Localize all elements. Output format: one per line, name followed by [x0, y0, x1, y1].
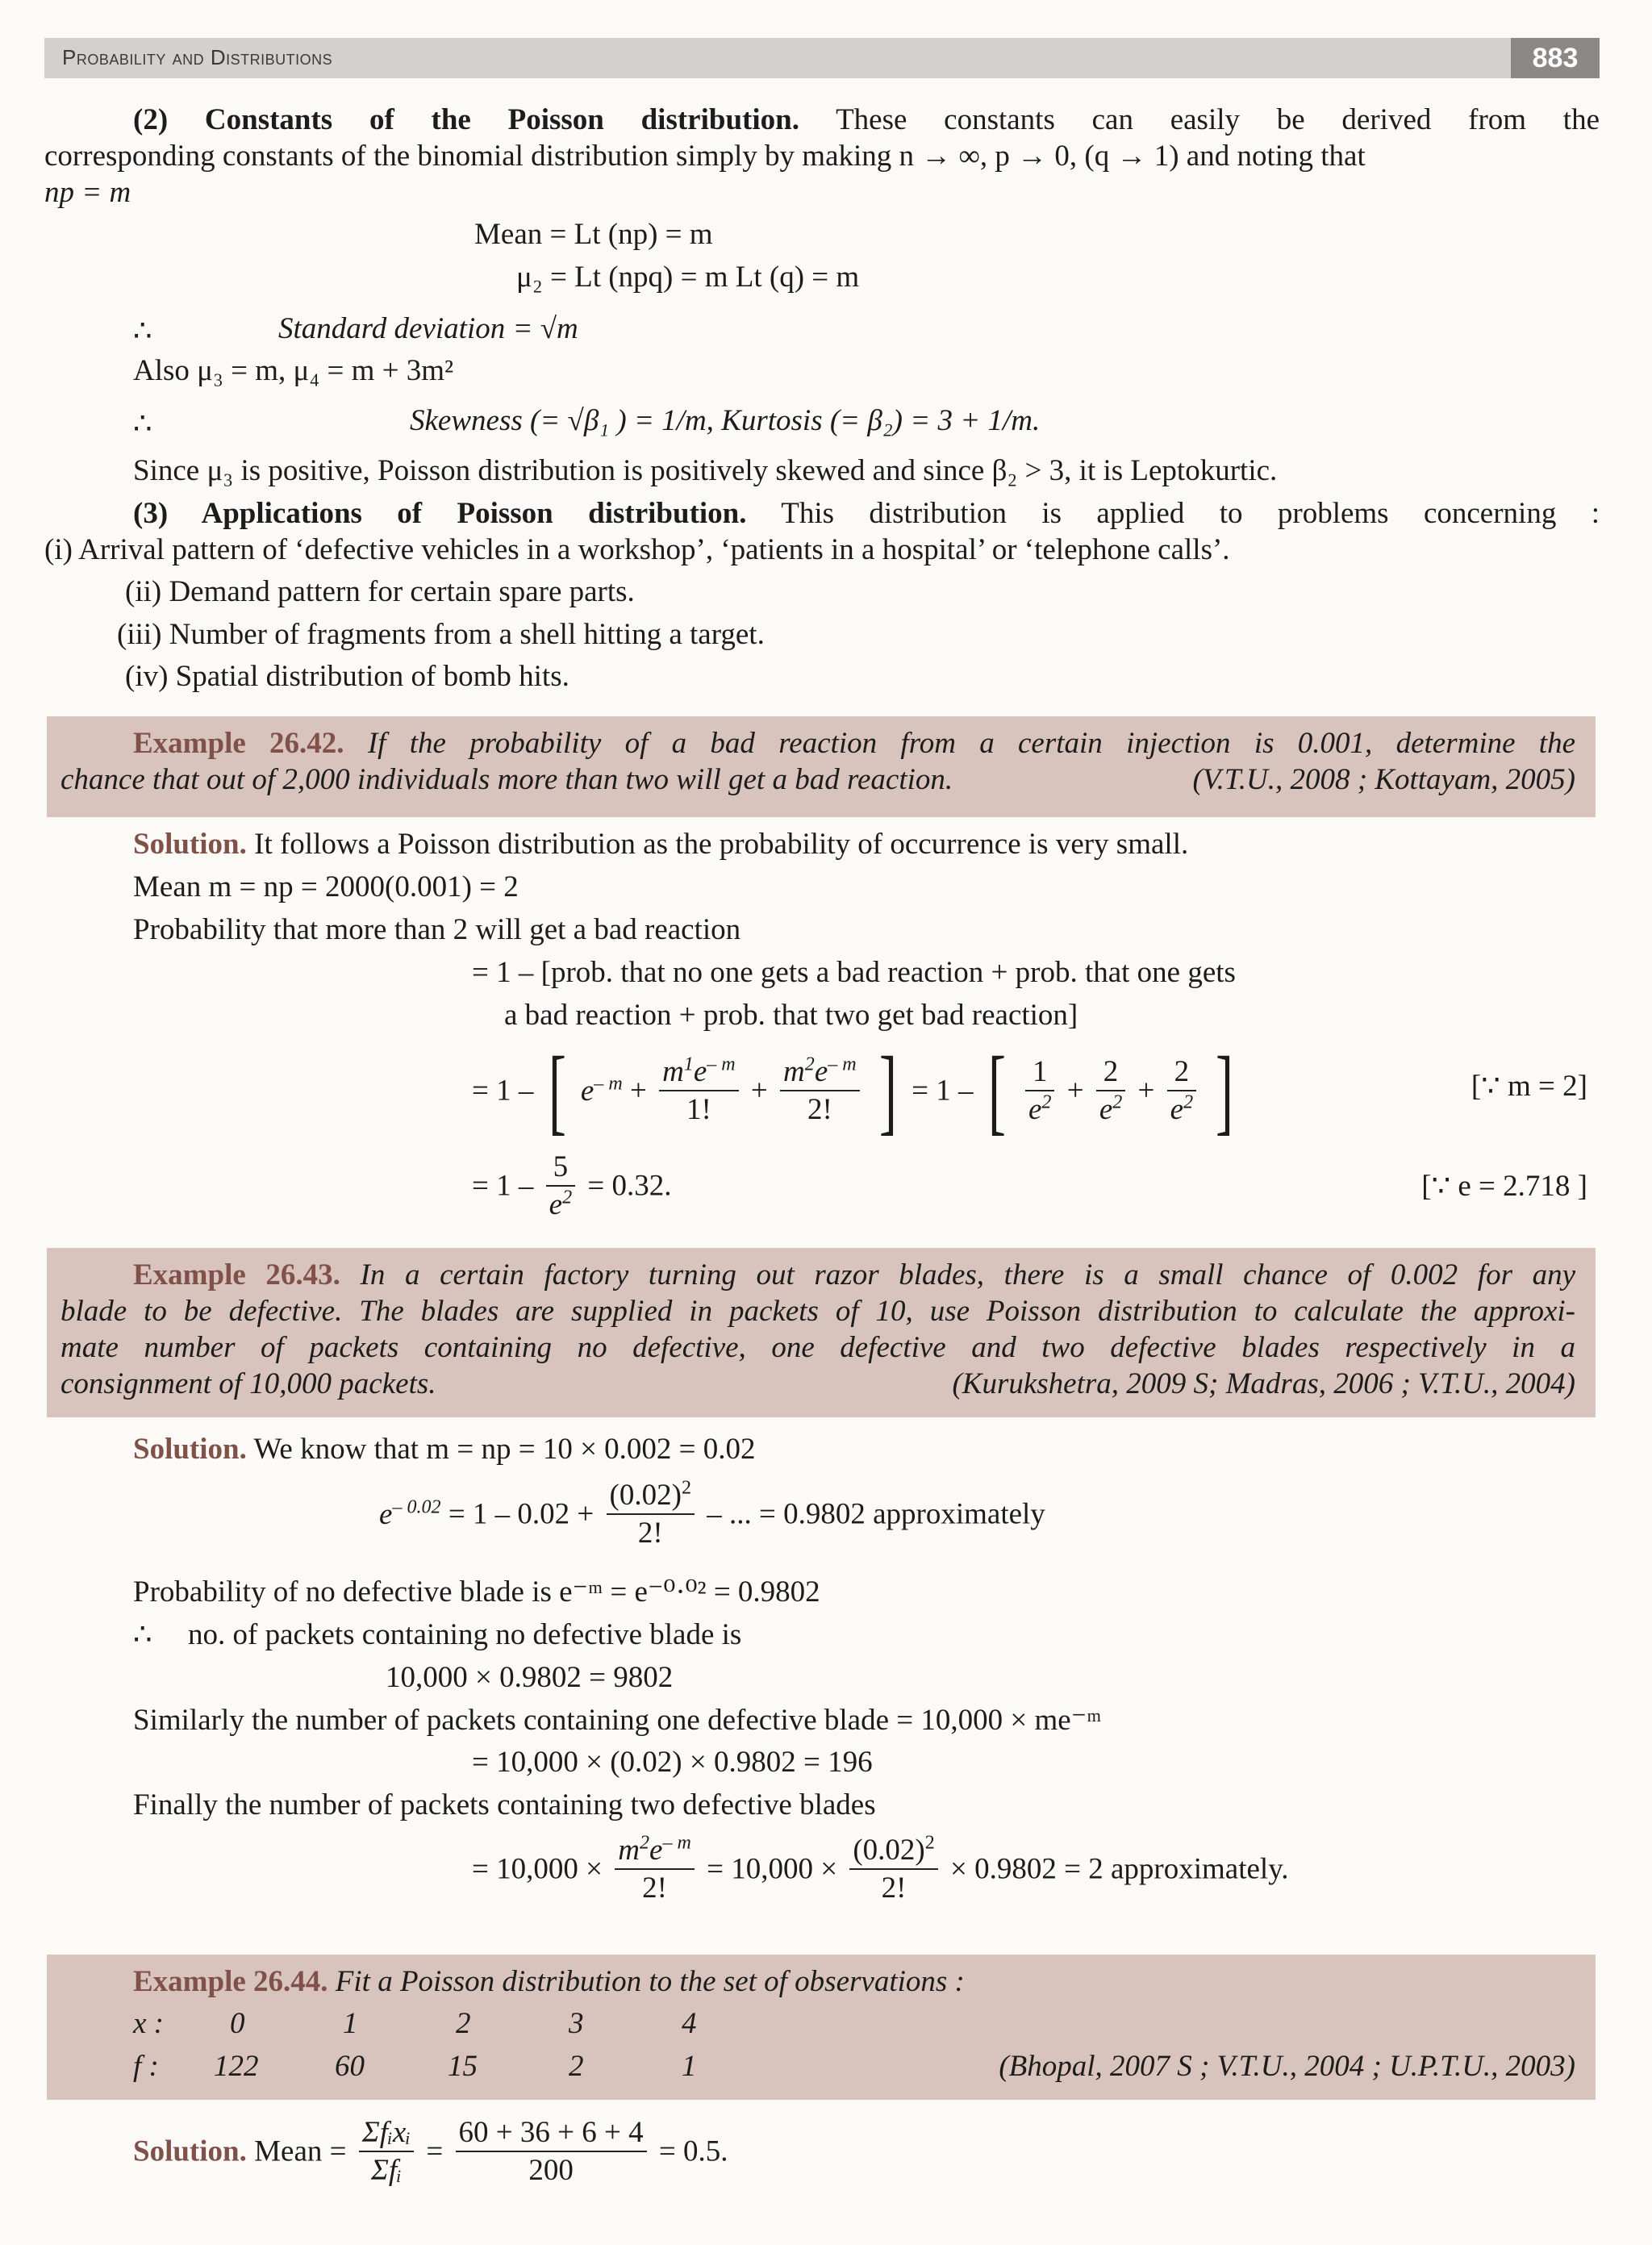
ex44-x-3: 3: [569, 2007, 584, 2040]
ex42-line1: Example 26.42. If the probability of a bad reaction from a certain injection is 0.001, determine the: [133, 727, 1576, 760]
ex44-f-3: 2: [569, 2050, 584, 2083]
ex44-f-2: 15: [448, 2050, 478, 2083]
ex43-line2: blade to be defective. The blades are supplied in packets of 10, use Poisson distribution to calculate the approxi-: [60, 1295, 1575, 1328]
sec2-line3: np = m: [44, 176, 131, 209]
ex44-solution: Solution. Mean = $\frac{\text{Σfᵢxᵢ}}{\text{Σfᵢ}}$ = $\frac{60 + 36 + 6 + 4}{200}$ = 0.5.: [133, 2116, 728, 2187]
ex42-prob-line: Probability that more than 2 will get a bad reaction: [133, 913, 741, 946]
therefore-symbol-3: ∴: [133, 1618, 152, 1651]
therefore-symbol: ∴: [133, 315, 152, 348]
ex42-formula-2: = 1 – $\frac{5}{e^2}$ = 0.32.: [472, 1150, 672, 1221]
app-iv: (iv) Spatial distribution of bomb hits.: [125, 660, 569, 693]
ex42-mean: Mean m = np = 2000(0.001) = 2: [133, 870, 519, 903]
ex44-line1: Example 26.44. Fit a Poisson distribution to the set of observations :: [133, 1965, 965, 1998]
sec2-line1: (2) Constants of the Poisson distribution. These constants can easily be derived from the: [133, 103, 1600, 136]
running-header: [44, 38, 1600, 78]
ex42-line2: chance that out of 2,000 individuals more than two will get a bad reaction.: [60, 763, 953, 796]
ex44-x-1: 1: [343, 2007, 358, 2040]
ex44-f-label: f :: [133, 2050, 159, 2083]
ex43-similarly: Similarly the number of packets containing one defective blade = 10,000 × me⁻ᵐ: [133, 1704, 1102, 1737]
ex43-prob0: Probability of no defective blade is e⁻ᵐ = e⁻⁰·⁰² = 0.9802: [133, 1575, 820, 1609]
app-iii: (iii) Number of fragments from a shell hitting a target.: [117, 618, 765, 651]
chapter-title: Probability and Distributions: [62, 45, 333, 69]
mean-formula: Mean = Lt (np) = m: [474, 218, 713, 251]
ex44-f-4: 1: [682, 2050, 697, 2083]
app-i: (i) Arrival pattern of ‘defective vehicles in a workshop’, ‘patients in a hospital’ or ‘telephone calls’.: [44, 533, 1230, 566]
sd-formula: Standard deviation = √m: [278, 312, 578, 345]
ex44-x-4: 4: [682, 2007, 697, 2040]
ex44-x-0: 0: [230, 2007, 245, 2040]
ex43-calc0: 10,000 × 0.9802 = 9802: [386, 1661, 674, 1694]
app-ii: (ii) Demand pattern for certain spare parts.: [125, 575, 635, 608]
ex43-line1: Example 26.43. In a certain factory turning out razor blades, there is a small chance of 0.002 for any: [133, 1258, 1576, 1292]
ex42-expansion-1: = 1 – [prob. that no one gets a bad reaction + prob. that one gets: [472, 956, 1236, 989]
sec3-line1: (3) Applications of Poisson distribution. This distribution is applied to problems concerning :: [133, 497, 1600, 530]
also-line: Also μ₃ = m, μ₄ = m + 3m²: [133, 354, 454, 387]
skew-formula: Skewness (= √β₁ ) = 1/m, Kurtosis (= β₂) = 3 + 1/m.: [410, 404, 1041, 437]
sec2-line2: corresponding constants of the binomial distribution simply by making n → ∞, p → 0, (q → 1) and noting that: [44, 140, 1366, 173]
ex42-solution-line1: Solution. It follows a Poisson distribution as the probability of occurrence is very small.: [133, 828, 1189, 861]
ex42-expansion-2: a bad reaction + prob. that two get bad reaction]: [504, 999, 1078, 1032]
ex43-line3: mate number of packets containing no defective, one defective and two defective blades respectively in a: [60, 1331, 1575, 1364]
ex42-formula-1: = 1 – [ $e^{- m}$ + $\frac{m^1e^{- m}}{1!}$ + $\frac{m^2e^{- m}}{2!}$ ] = 1 – [ $\frac{1}{e^2}$ + $\frac{2}{e^2}$ + $\frac{2}{e^2}$ ]: [472, 1037, 1234, 1144]
ex43-calc1: = 10,000 × (0.02) × 0.9802 = 196: [472, 1746, 873, 1779]
ex44-f-0: 122: [214, 2050, 259, 2083]
ex43-packets0: no. of packets containing no defective blade is: [188, 1618, 742, 1651]
mu2-formula: μ₂ = Lt (npq) = m Lt (q) = m: [516, 261, 860, 294]
since-line: Since μ₃ is positive, Poisson distribution is positively skewed and since β₂ > 3, it is Leptokurtic.: [133, 454, 1278, 487]
ex43-calc2: = 10,000 × $\frac{m^2e^{- m}}{2!}$ = 10,000 × $\frac{(0.02)^2}{2!}$ × 0.9802 = 2 approximately.: [472, 1832, 1289, 1905]
ex43-line4: consignment of 10,000 packets.: [60, 1367, 436, 1400]
ex42-reference: (V.T.U., 2008 ; Kottayam, 2005): [1192, 763, 1575, 796]
ex44-x-label: x :: [133, 2007, 164, 2040]
ex43-reference: (Kurukshetra, 2009 S; Madras, 2006 ; V.T.U., 2004): [952, 1367, 1575, 1400]
page-number: 883: [1511, 38, 1600, 78]
ex44-f-1: 60: [335, 2050, 365, 2083]
ex43-solution-line1: Solution. We know that m = np = 10 × 0.002 = 0.02: [133, 1433, 756, 1466]
therefore-symbol-2: ∴: [133, 407, 152, 440]
ex42-note-e: [∵ e = 2.718 ]: [1421, 1170, 1587, 1203]
ex44-x-2: 2: [456, 2007, 471, 2040]
ex42-note-m: [∵ m = 2]: [1471, 1070, 1587, 1103]
ex44-reference: (Bhopal, 2007 S ; V.T.U., 2004 ; U.P.T.U., 2003): [999, 2050, 1575, 2083]
ex43-finally: Finally the number of packets containing two defective blades: [133, 1788, 876, 1821]
ex43-exp-series: $e^{- 0.02} = 1 - 0.02$ + $\frac{(0.02)^2}{2!}$ – ... = 0.9802 approximately: [379, 1477, 1045, 1550]
